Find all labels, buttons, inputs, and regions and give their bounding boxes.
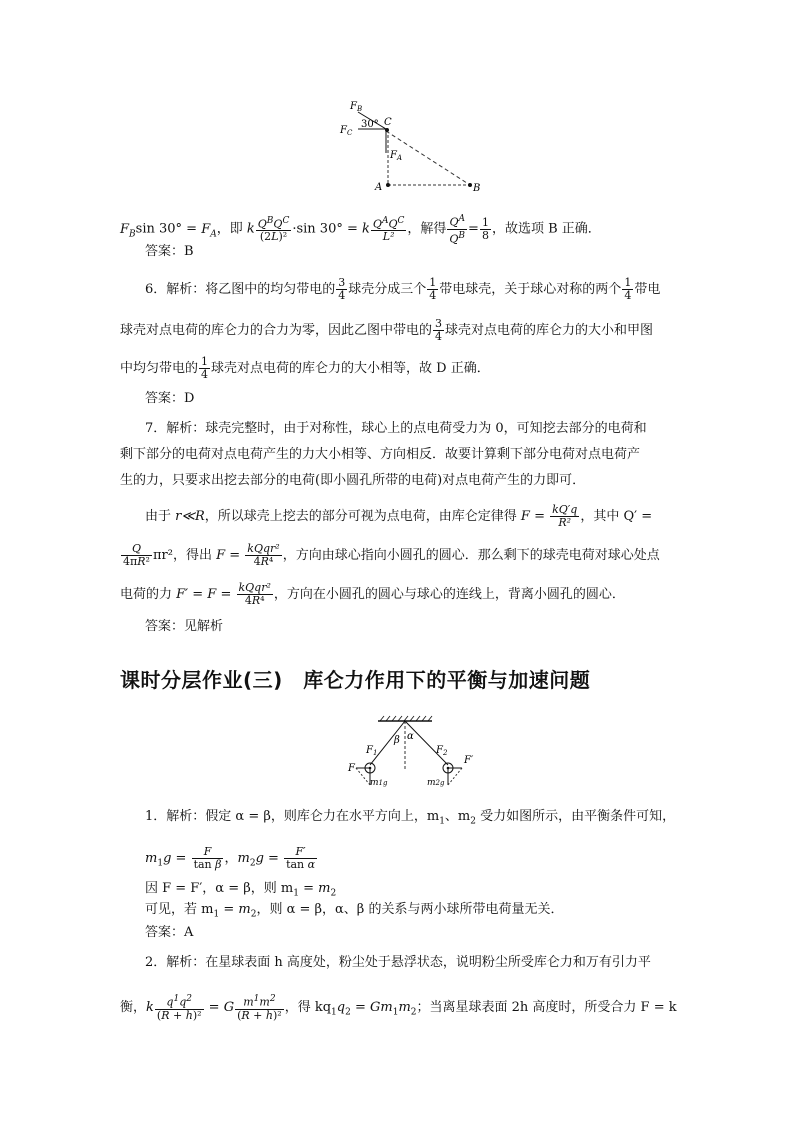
label-c: C: [384, 117, 392, 128]
p1-line3: 因 F = F′，α = β，则 $m_1 = m_2$: [145, 881, 337, 899]
label-beta: β: [394, 735, 400, 746]
label-f: F: [348, 763, 355, 774]
p1-line2: $m_1g$ = $\frac{F}{\text{tan β}}$ ，$m_2g$ = $\frac{F'}{\text{tan α}}$: [145, 845, 316, 871]
s7-line1: 7．解析：球壳完整时，由于对称性，球心上的点电荷受力为 0，可知挖去部分的电荷和: [145, 421, 647, 436]
s6-line1: 6．解析：将乙图中的均匀带电的 $\frac{3}{4}$ 球壳分成三个 $\frac{1}{4}$ 带电球壳，关于球心对称的两个 $\frac{1}{4}$ 带电: [145, 276, 661, 302]
label-a: A: [375, 182, 383, 193]
label-m1g: m1g: [370, 778, 388, 788]
s5-equation-line: $F_B\sin$ $30^\circ = F_A$，即 k $\frac{Q^BQ^C}{\text{(2L)²}}$ ·sin 30° = k $\frac{Q^AQ^C}{\text{L²}}$ ，解得 $\frac{Q^A}{Q^B}$ = $\frac{1}{8}$ ，故选项 B 正确．: [120, 214, 601, 246]
section-heading: 课时分层作业(三) 库仑力作用下的平衡与加速问题: [120, 668, 591, 692]
label-b: B: [473, 183, 481, 194]
force-diagram-pendulum: [340, 713, 480, 793]
p1-line1: 1．解析：假定 α = β，则库仑力在水平方向上，$m_1$、$m_2$ 受力如图所示，由平衡条件可知，: [145, 809, 676, 827]
label-f2: $F_2$: [436, 745, 448, 757]
s7-line4: 由于 r≪R，所以球壳上挖去的部分可视为点电荷，由库仑定律得 F = $\frac{kQ'q}{\text{R²}}$ ，其中 Q′ =: [145, 503, 653, 529]
p1-line4: 可见，若 $m_1 = m_2$，则 α = β，α、β 的关系与两小球所带电荷量无关．: [145, 902, 564, 920]
label-f1: $F_1$: [366, 745, 378, 757]
label-fa: $F_A$: [390, 150, 403, 162]
force-diagram-triangle: [330, 95, 510, 200]
label-alpha: α: [407, 731, 414, 742]
s7-answer: 答案：见解析: [145, 619, 224, 634]
s6-line3: 中均匀带电的 $\frac{1}{4}$ 球壳对点电荷的库仑力的大小相等，故 D 正确．: [120, 355, 490, 381]
s7-line2: 剩下部分的电荷对点电荷产生的力大小相等、方向相反．故要计算剩下部分电荷对点电荷产: [120, 447, 641, 462]
p2-line1: 2．解析：在星球表面 h 高度处，粉尘处于悬浮状态，说明粉尘所受库仑力和万有引力平: [145, 955, 651, 970]
point-a: [386, 183, 390, 187]
point-c: [385, 128, 389, 132]
label-angle: 30°: [361, 119, 379, 130]
s5-answer: 答案：B: [145, 244, 194, 259]
s7-line3: 生的力，只要求出挖去部分的电荷(即小圆孔所带的电荷)对点电荷产生的力即可．: [120, 473, 586, 488]
p2-line2: 衡，k $\frac{q^1q^2}{\text{(R + h)²}}$ = G $\frac{m^1m^2}{\text{(R + h)²}}$ ，得 $kq_1q_2 = Gm_1m_2$；当离星球表面 2h 高度时，所受合力 F = k: [120, 994, 677, 1022]
p1-answer: 答案：A: [145, 925, 194, 940]
s7-line5: $\frac{Q}{\text{4πR²}}$ πr²，得出 F = $\frac{\text{kQqr²}}{\text{4R⁴}}$ ，方向由球心指向小圆孔的圆心．那么剩下的球壳电荷对球心处点: [123, 542, 660, 568]
label-fc: $F_C$: [340, 125, 353, 137]
point-b: [468, 183, 472, 187]
s6-line2: 球壳对点电荷的库仑力的合力为零，因此乙图中带电的 $\frac{3}{4}$ 球壳对点电荷的库仑力的大小和甲图: [120, 317, 654, 343]
s7-line6: 电荷的力 F′ = F = $\frac{\text{kQqr²}}{\text{4R⁴}}$ ，方向在小圆孔的圆心与球心的连线上，背离小圆孔的圆心．: [120, 581, 625, 607]
string-right: [405, 721, 448, 765]
s6-answer: 答案：D: [145, 391, 195, 406]
label-fb: $F_B$: [350, 101, 363, 113]
label-m2g: m2g: [427, 778, 445, 788]
label-f-prime: F′: [464, 755, 474, 766]
